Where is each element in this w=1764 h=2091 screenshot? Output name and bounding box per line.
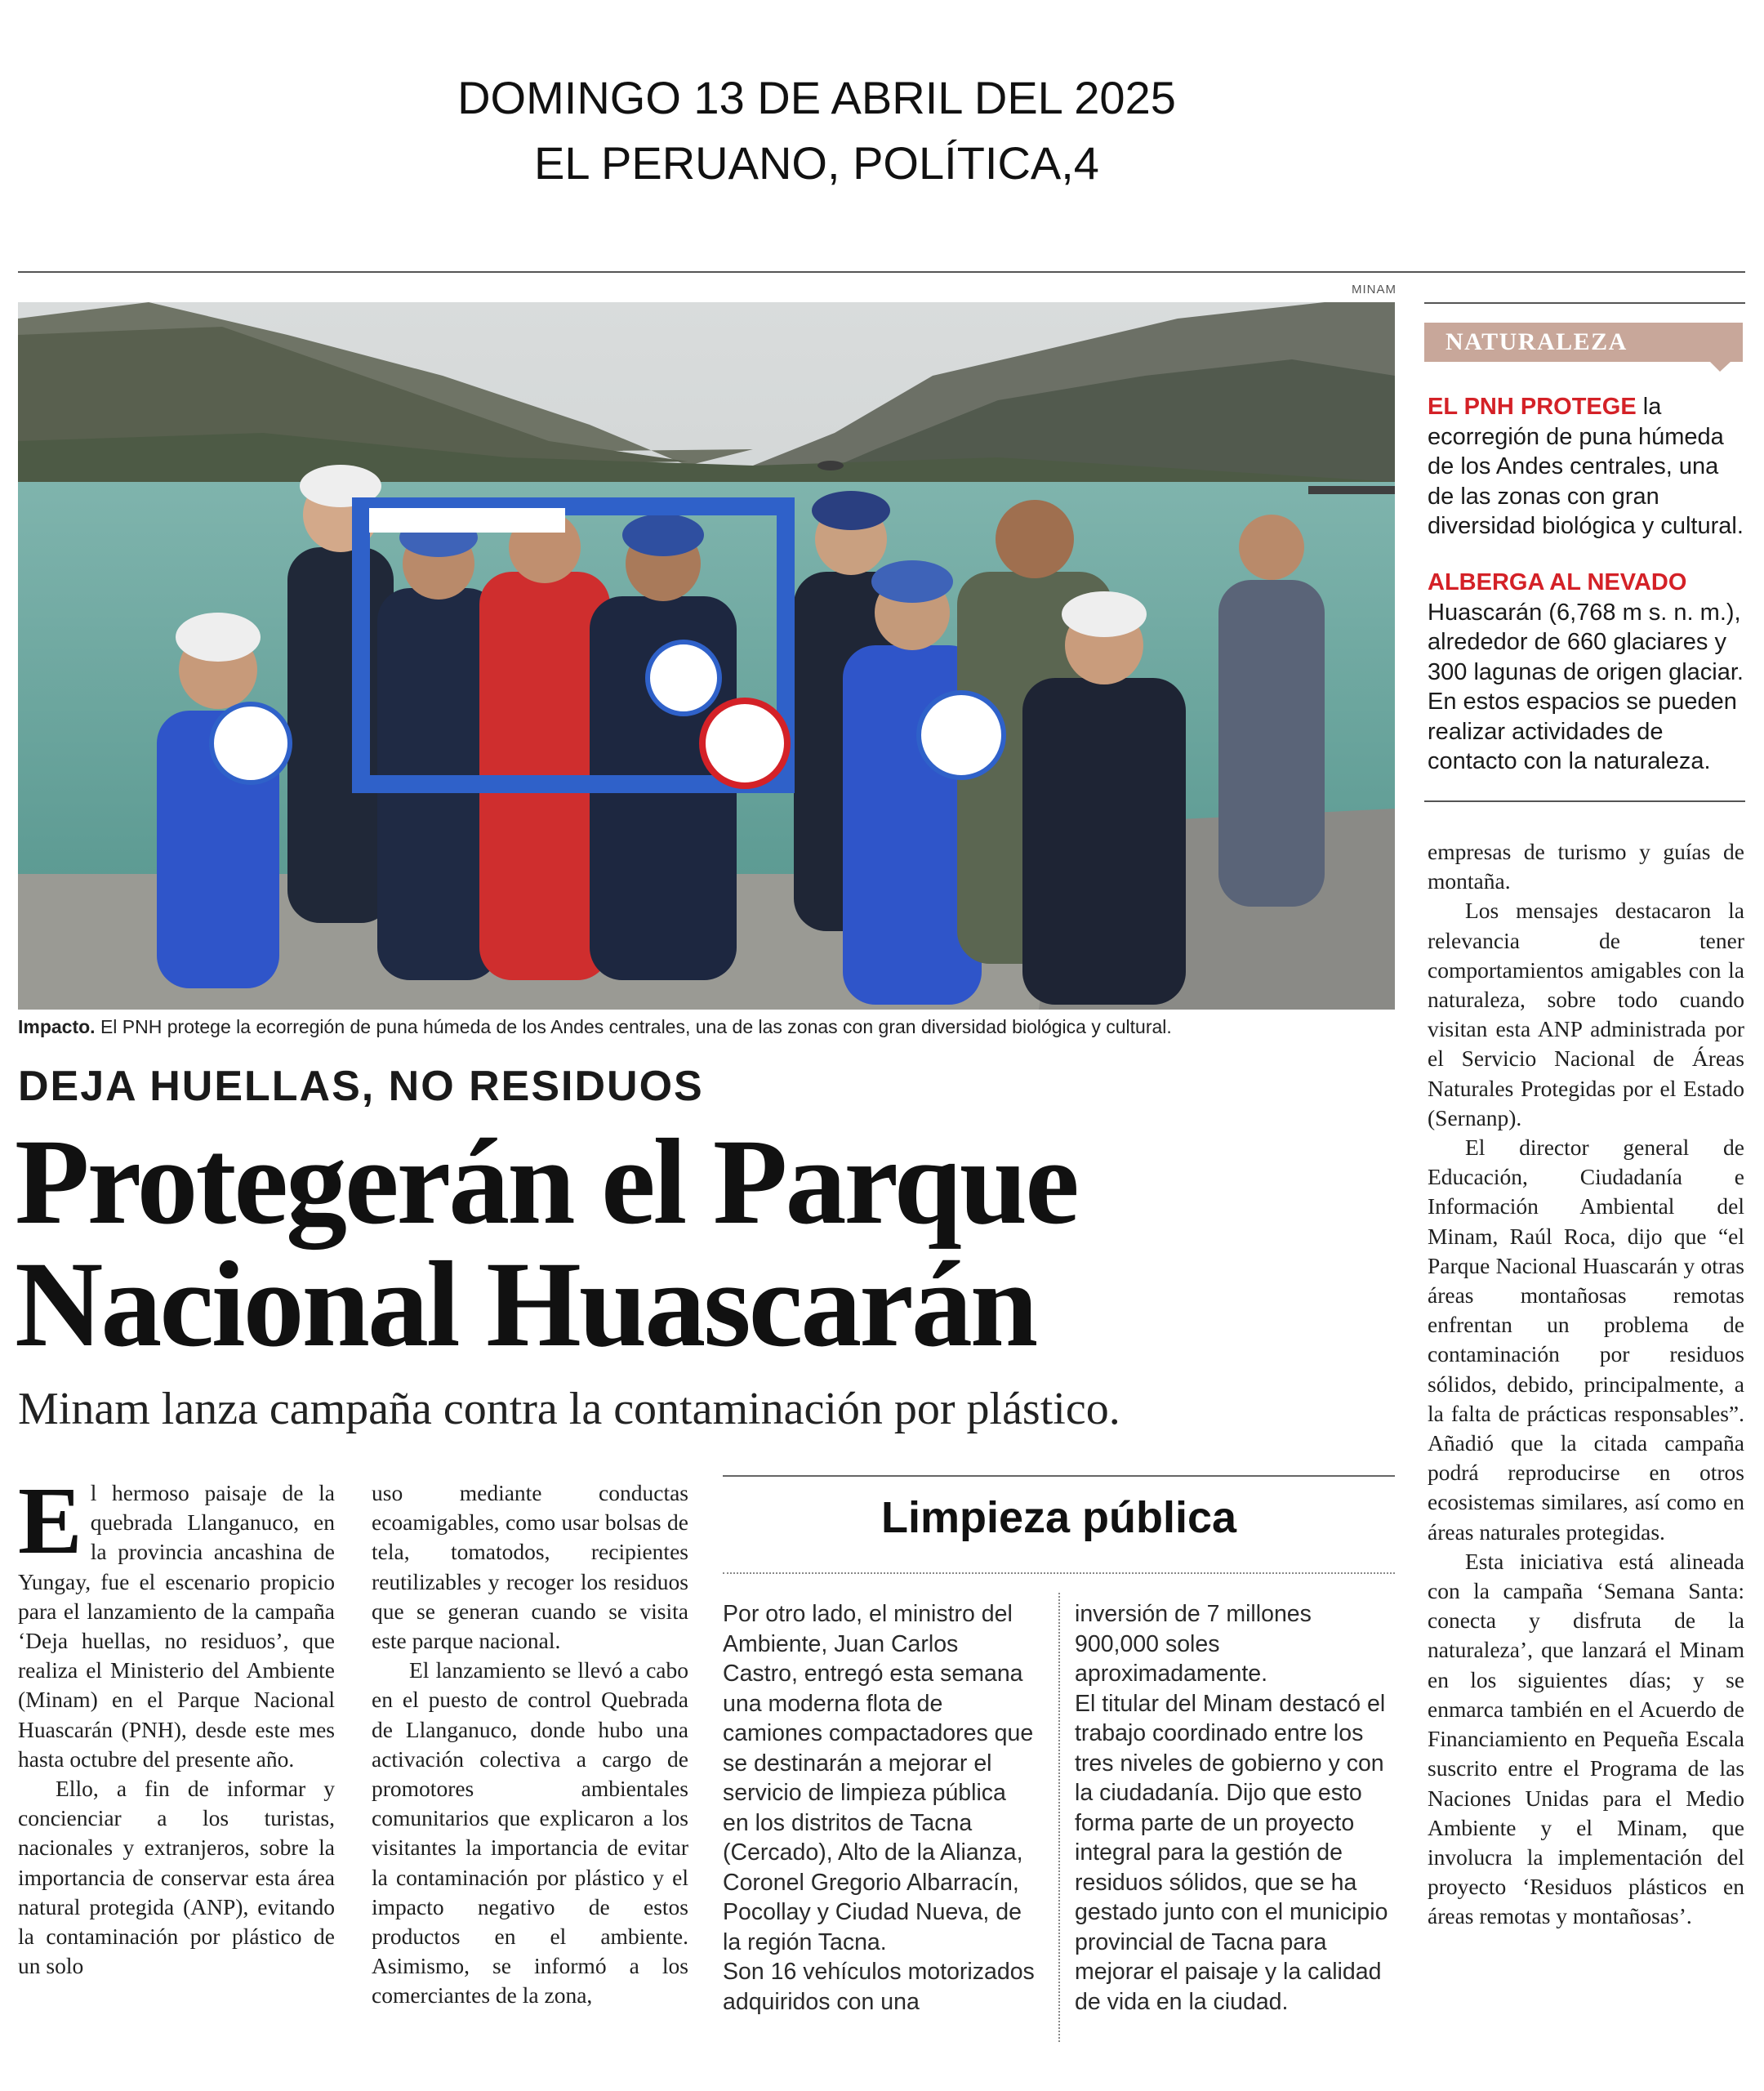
- headline: [15, 1114, 1403, 1372]
- paragraph: Son 16 vehículos motorizados adquiridos con una: [723, 1959, 1035, 2015]
- lagoon-group-photo: [18, 302, 1395, 1010]
- box-separator: [723, 1572, 1395, 1574]
- fact-1-text: la ecorregión de puna húmeda de los Andes centrales, una de las zonas con gran diversidad biológica y cultural.: [1428, 394, 1744, 539]
- sidebar-top-rule: [1424, 302, 1745, 304]
- source-section: EL PERUANO, POLÍTICA,4: [534, 137, 1099, 189]
- article-column-4: [1428, 837, 1744, 1932]
- paragraph: l hermoso paisaje de la quebrada Llanganuco, en la provincia ancashina de Yungay, fue el escenario propicio para el lanzamiento de la campaña ‘Deja huellas, no residuos’, que realiza el Ministerio del Ambiente (Minam) en el Parque Nacional Huascarán (PNH), desde este mes hasta octubre del presente año.: [18, 1480, 335, 1772]
- paragraph: Ello, a fin de informar y concienciar a los turistas, nacionales y extranjeros, sobre la importancia de conservar esta área natural protegida (ANP), evitando la contaminación por plástico de un solo: [18, 1776, 335, 1979]
- box-column-2: [1075, 1599, 1395, 2017]
- paragraph: El director general de Educación, Ciudadanía e Información Ambiental del Minam, Raúl Roca, dijo que “el Parque Nacional Huascarán y otras áreas montañosas remotas enfrentan un problema de contaminación por residuos sólidos, debido, principalmente, a la falta de prácticas responsables”. Añadió que la citada campaña podrá reproducirse en otros ecosistemas similares, así como en áreas naturales protegidas.: [1428, 1135, 1744, 1545]
- box-column-divider: [1058, 1593, 1060, 2042]
- headline-line-1: Protegerán el Parque: [15, 1114, 1077, 1250]
- paragraph: Los mensajes destacaron la relevancia de tener comportamientos amigables con la naturaleza, sobre todo cuando visitan esta ANP administrada por el Servicio Nacional de Áreas Naturales Protegidas por el Estado (Sernanp).: [1428, 898, 1744, 1130]
- sidebar-bottom-rule: [1424, 800, 1745, 802]
- fact-1: [1428, 392, 1748, 542]
- paragraph: empresas de turismo y guías de montaña.: [1428, 839, 1744, 894]
- box-column-1: [723, 1599, 1037, 2017]
- paragraph: inversión de 7 millones 900,000 soles aproximadamente.: [1075, 1601, 1312, 1687]
- paragraph: Por otro lado, el ministro del Ambiente, Juan Carlos Castro, entregó esta semana una moderna flota de camiones compactadores que se destinarán a mejorar el servicio de limpieza pública en los distritos de Tacna (Cercado), Alto de la Alianza, Coronel Gregorio Albarracín, Pocollay y Ciudad Nueva, de la región Tacna.: [723, 1601, 1034, 1955]
- photo-credit: MINAM: [1352, 283, 1396, 296]
- paragraph: El titular del Minam destacó el trabajo coordinado entre los tres niveles de gobierno y con la ciudadanía. Dijo que esto forma parte de un proyecto integral para la gestión de residuos sólidos, que se ha gestado junto con el municipio provincial de Tacna para mejorar el paisaje y la calidad de vida en la ciudad.: [1075, 1690, 1388, 2015]
- photo-caption: [18, 1014, 1406, 1039]
- deck: Minam lanza campaña contra la contaminación por plástico.: [18, 1384, 1120, 1434]
- top-rule: [18, 271, 1745, 273]
- fact-2-text: Huascarán (6,768 m s. n. m.), alrededor de 660 glaciares y 300 lagunas de origen glaciar. En estos espacios se pueden realizar actividades de contacto con la naturaleza.: [1428, 599, 1744, 774]
- kicker: DEJA HUELLAS, NO RESIDUOS: [18, 1063, 704, 1110]
- paragraph: Esta iniciativa está alineada con la campaña ‘Semana Santa: conecta y disfruta de la naturaleza’, que lanzará el Minam en los siguientes días; y se enmarca también en el Acuerdo de Financiamiento en Pequeña Escala suscrito entre el Programa de las Naciones Unidas para el Medio Ambiente y el Minam, que involucra la implementación del proyecto ‘Residuos plásticos en áreas remotas y montañosas’.: [1428, 1548, 1744, 1929]
- paragraph: El lanzamiento se llevó a cabo en el puesto de control Quebrada de Llanganuco, donde hubo una activación colectiva a cargo de promotores ambientales comunitarios que explicaron a los visitantes la importancia de evitar la contaminación por plástico y el impacto negativo de estos productos en el ambiente. Asimismo, se informó a los comerciantes de la zona,: [372, 1657, 688, 2009]
- box-top-rule: [723, 1475, 1395, 1477]
- section-tag-label: NATURALEZA: [1446, 328, 1628, 355]
- article-column-1: [18, 1467, 335, 1981]
- fact-2: [1428, 568, 1748, 777]
- paragraph: uso mediante conductas ecoamigables, como usar bolsas de tela, tomatodos, recipientes reutilizables y recoger los residuos que se generan cuando se visita este parque nacional.: [372, 1480, 688, 1654]
- headline-line-2: Nacional Huascarán: [15, 1237, 1036, 1372]
- box-title: Limpieza pública: [880, 1493, 1237, 1542]
- caption-text: El PNH protege la ecorregión de puna húmeda de los Andes centrales, una de las zonas con gran diversidad biológica y cultural.: [95, 1016, 1172, 1037]
- fact-2-lead: ALBERGA AL NEVADO: [1428, 569, 1687, 595]
- drop-cap: E: [18, 1467, 82, 1574]
- article-column-2: [372, 1478, 688, 2011]
- article-photo: [18, 302, 1395, 1010]
- date-line: [0, 65, 1633, 196]
- caption-lead: Impacto.: [18, 1016, 96, 1037]
- fact-1-lead: EL PNH PROTEGE: [1428, 394, 1637, 420]
- edition-date: DOMINGO 13 DE ABRIL DEL 2025: [457, 72, 1176, 123]
